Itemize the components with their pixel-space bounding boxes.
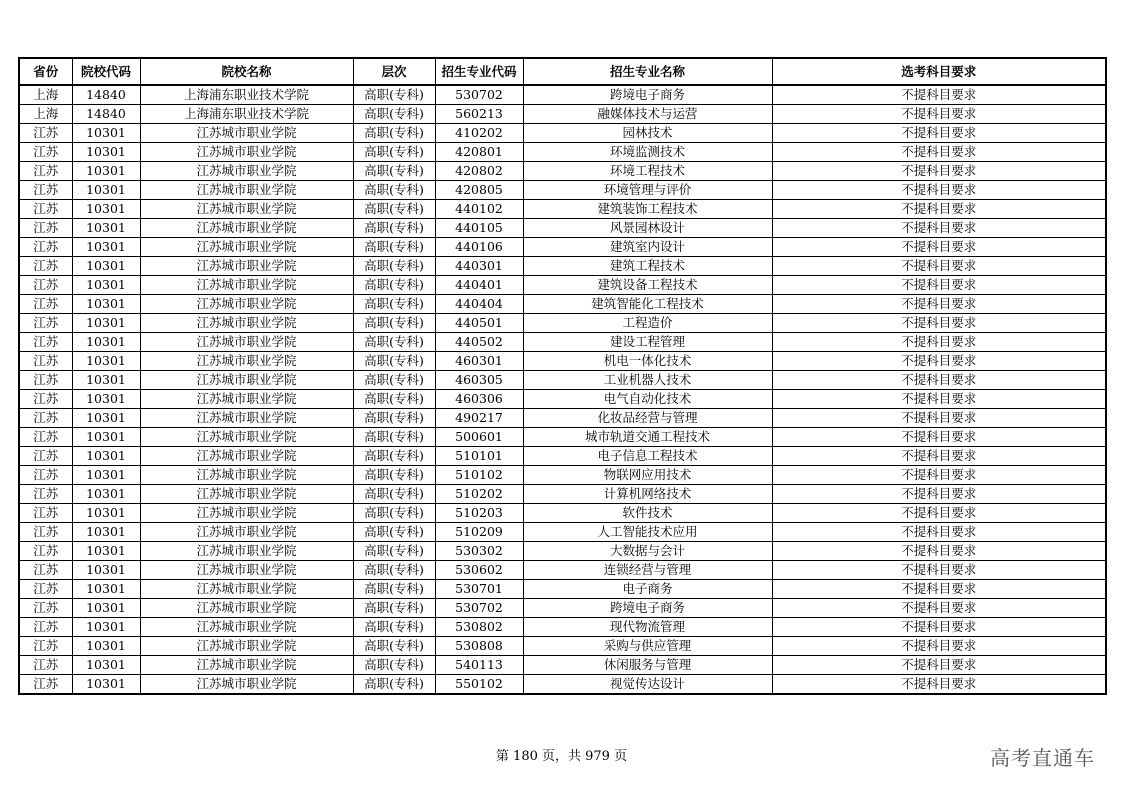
cell-school-code: 10301 [72,656,140,675]
table-row [19,618,1106,637]
cell-level: 高职(专科) [353,219,435,238]
cell-subject-requirement: 不提科目要求 [772,390,1106,409]
cell-school-code: 14840 [72,85,140,105]
cell-major-code: 510102 [435,466,523,485]
cell-subject-requirement: 不提科目要求 [772,143,1106,162]
cell-school-name: 江苏城市职业学院 [140,428,353,447]
cell-major-code: 490217 [435,409,523,428]
cell-major-name: 建筑智能化工程技术 [523,295,772,314]
cell-school-code: 10301 [72,276,140,295]
cell-school-name: 江苏城市职业学院 [140,181,353,200]
cell-province: 江苏 [19,162,72,181]
cell-province: 江苏 [19,371,72,390]
cell-major-name: 采购与供应管理 [523,637,772,656]
cell-major-name: 物联网应用技术 [523,466,772,485]
cell-major-name: 建设工程管理 [523,333,772,352]
cell-major-name: 风景园林设计 [523,219,772,238]
cell-school-name: 江苏城市职业学院 [140,124,353,143]
cell-major-name: 工程造价 [523,314,772,333]
cell-subject-requirement: 不提科目要求 [772,485,1106,504]
cell-major-code: 420802 [435,162,523,181]
cell-school-name: 江苏城市职业学院 [140,447,353,466]
table-row [19,390,1106,409]
cell-level: 高职(专科) [353,295,435,314]
header-school-name: 院校名称 [140,58,353,85]
cell-school-name: 江苏城市职业学院 [140,561,353,580]
cell-level: 高职(专科) [353,257,435,276]
cell-school-name: 江苏城市职业学院 [140,257,353,276]
cell-major-name: 计算机网络技术 [523,485,772,504]
cell-school-name: 江苏城市职业学院 [140,504,353,523]
cell-major-name: 园林技术 [523,124,772,143]
cell-province: 江苏 [19,618,72,637]
watermark-text: 高考直通车 [990,746,1095,770]
cell-major-name: 跨境电子商务 [523,599,772,618]
cell-school-name: 江苏城市职业学院 [140,295,353,314]
cell-province: 江苏 [19,580,72,599]
table-row [19,314,1106,333]
cell-school-name: 江苏城市职业学院 [140,219,353,238]
cell-subject-requirement: 不提科目要求 [772,542,1106,561]
cell-subject-requirement: 不提科目要求 [772,314,1106,333]
cell-province: 江苏 [19,314,72,333]
cell-level: 高职(专科) [353,485,435,504]
cell-major-code: 510209 [435,523,523,542]
cell-major-name: 电气自动化技术 [523,390,772,409]
table-row [19,656,1106,675]
cell-major-code: 510203 [435,504,523,523]
cell-major-name: 连锁经营与管理 [523,561,772,580]
cell-province: 江苏 [19,295,72,314]
cell-level: 高职(专科) [353,675,435,695]
cell-school-name: 江苏城市职业学院 [140,162,353,181]
cell-major-code: 440102 [435,200,523,219]
cell-major-code: 410202 [435,124,523,143]
table-row [19,333,1106,352]
cell-major-code: 460305 [435,371,523,390]
cell-subject-requirement: 不提科目要求 [772,162,1106,181]
cell-province: 江苏 [19,333,72,352]
cell-major-code: 530701 [435,580,523,599]
cell-province: 江苏 [19,637,72,656]
cell-school-code: 10301 [72,333,140,352]
table-row [19,485,1106,504]
cell-province: 江苏 [19,409,72,428]
cell-subject-requirement: 不提科目要求 [772,523,1106,542]
cell-school-code: 10301 [72,447,140,466]
table-row [19,466,1106,485]
page-number: 第 180 页，共 979 页 [495,749,628,764]
cell-major-name: 城市轨道交通工程技术 [523,428,772,447]
cell-level: 高职(专科) [353,409,435,428]
cell-level: 高职(专科) [353,656,435,675]
header-province: 省份 [19,58,72,85]
table-row [19,219,1106,238]
cell-subject-requirement: 不提科目要求 [772,105,1106,124]
cell-major-name: 休闲服务与管理 [523,656,772,675]
cell-province: 江苏 [19,219,72,238]
cell-school-code: 10301 [72,371,140,390]
cell-subject-requirement: 不提科目要求 [772,200,1106,219]
cell-school-name: 上海浦东职业技术学院 [140,105,353,124]
cell-school-code: 10301 [72,314,140,333]
cell-major-code: 440401 [435,276,523,295]
cell-school-name: 江苏城市职业学院 [140,523,353,542]
header-subject-requirement: 选考科目要求 [772,58,1106,85]
cell-major-code: 530808 [435,637,523,656]
cell-major-code: 510202 [435,485,523,504]
cell-subject-requirement: 不提科目要求 [772,656,1106,675]
cell-school-name: 江苏城市职业学院 [140,466,353,485]
cell-province: 江苏 [19,599,72,618]
cell-subject-requirement: 不提科目要求 [772,238,1106,257]
cell-major-code: 440502 [435,333,523,352]
cell-level: 高职(专科) [353,466,435,485]
table-row [19,105,1106,124]
cell-school-code: 10301 [72,238,140,257]
cell-major-code: 510101 [435,447,523,466]
cell-major-name: 化妆品经营与管理 [523,409,772,428]
cell-school-code: 10301 [72,124,140,143]
cell-province: 江苏 [19,561,72,580]
cell-subject-requirement: 不提科目要求 [772,675,1106,695]
cell-level: 高职(专科) [353,561,435,580]
table-row [19,181,1106,200]
cell-level: 高职(专科) [353,200,435,219]
cell-school-name: 江苏城市职业学院 [140,143,353,162]
cell-school-code: 10301 [72,181,140,200]
cell-level: 高职(专科) [353,371,435,390]
cell-school-code: 10301 [72,200,140,219]
cell-school-name: 江苏城市职业学院 [140,675,353,695]
cell-school-code: 10301 [72,390,140,409]
cell-province: 江苏 [19,485,72,504]
cell-major-name: 环境工程技术 [523,162,772,181]
table-row [19,542,1106,561]
cell-school-name: 江苏城市职业学院 [140,618,353,637]
cell-school-code: 10301 [72,485,140,504]
cell-school-name: 江苏城市职业学院 [140,333,353,352]
cell-level: 高职(专科) [353,333,435,352]
cell-major-name: 现代物流管理 [523,618,772,637]
table-row [19,637,1106,656]
cell-school-name: 江苏城市职业学院 [140,200,353,219]
cell-level: 高职(专科) [353,580,435,599]
cell-school-code: 10301 [72,143,140,162]
table-row [19,276,1106,295]
cell-school-code: 10301 [72,580,140,599]
table-row [19,124,1106,143]
header-major-code: 招生专业代码 [435,58,523,85]
cell-province: 江苏 [19,124,72,143]
table-row [19,295,1106,314]
cell-level: 高职(专科) [353,428,435,447]
cell-major-code: 540113 [435,656,523,675]
cell-level: 高职(专科) [353,390,435,409]
header-major-name: 招生专业名称 [523,58,772,85]
cell-province: 江苏 [19,428,72,447]
table-row [19,352,1106,371]
table-row [19,561,1106,580]
cell-major-code: 440501 [435,314,523,333]
cell-school-code: 10301 [72,675,140,695]
table-row [19,238,1106,257]
cell-school-name: 江苏城市职业学院 [140,637,353,656]
cell-province: 江苏 [19,675,72,695]
cell-school-name: 江苏城市职业学院 [140,314,353,333]
cell-subject-requirement: 不提科目要求 [772,466,1106,485]
cell-subject-requirement: 不提科目要求 [772,409,1106,428]
cell-school-name: 江苏城市职业学院 [140,390,353,409]
cell-level: 高职(专科) [353,314,435,333]
cell-school-code: 10301 [72,599,140,618]
cell-level: 高职(专科) [353,276,435,295]
cell-level: 高职(专科) [353,618,435,637]
table-row [19,599,1106,618]
cell-major-code: 530302 [435,542,523,561]
cell-school-code: 10301 [72,618,140,637]
cell-province: 江苏 [19,542,72,561]
table-row [19,580,1106,599]
cell-major-code: 440105 [435,219,523,238]
cell-subject-requirement: 不提科目要求 [772,618,1106,637]
cell-school-code: 10301 [72,352,140,371]
table-row [19,162,1106,181]
admission-table [18,57,1107,695]
cell-subject-requirement: 不提科目要求 [772,504,1106,523]
cell-school-name: 江苏城市职业学院 [140,599,353,618]
cell-major-code: 460301 [435,352,523,371]
cell-school-code: 10301 [72,637,140,656]
cell-subject-requirement: 不提科目要求 [772,371,1106,390]
cell-school-name: 江苏城市职业学院 [140,409,353,428]
cell-subject-requirement: 不提科目要求 [772,333,1106,352]
cell-school-name: 江苏城市职业学院 [140,656,353,675]
cell-subject-requirement: 不提科目要求 [772,124,1106,143]
table-row [19,371,1106,390]
cell-school-code: 10301 [72,504,140,523]
cell-subject-requirement: 不提科目要求 [772,428,1106,447]
cell-school-name: 江苏城市职业学院 [140,238,353,257]
cell-major-code: 460306 [435,390,523,409]
cell-major-code: 420805 [435,181,523,200]
cell-major-name: 工业机器人技术 [523,371,772,390]
table-row [19,200,1106,219]
cell-subject-requirement: 不提科目要求 [772,447,1106,466]
cell-school-code: 10301 [72,257,140,276]
cell-school-code: 10301 [72,295,140,314]
cell-level: 高职(专科) [353,352,435,371]
cell-subject-requirement: 不提科目要求 [772,257,1106,276]
cell-school-code: 10301 [72,162,140,181]
cell-school-code: 14840 [72,105,140,124]
cell-school-name: 江苏城市职业学院 [140,276,353,295]
table-row [19,85,1106,105]
cell-major-name: 电子商务 [523,580,772,599]
cell-province: 江苏 [19,257,72,276]
table-body [19,85,1106,694]
cell-level: 高职(专科) [353,599,435,618]
cell-major-name: 环境监测技术 [523,143,772,162]
table-row [19,409,1106,428]
cell-school-name: 江苏城市职业学院 [140,352,353,371]
cell-major-code: 530602 [435,561,523,580]
cell-major-code: 440404 [435,295,523,314]
cell-subject-requirement: 不提科目要求 [772,580,1106,599]
table-row [19,143,1106,162]
cell-school-code: 10301 [72,561,140,580]
cell-subject-requirement: 不提科目要求 [772,637,1106,656]
cell-major-code: 420801 [435,143,523,162]
cell-level: 高职(专科) [353,447,435,466]
cell-school-name: 江苏城市职业学院 [140,485,353,504]
cell-province: 江苏 [19,523,72,542]
cell-school-code: 10301 [72,523,140,542]
cell-major-code: 500601 [435,428,523,447]
cell-major-name: 软件技术 [523,504,772,523]
cell-school-code: 10301 [72,219,140,238]
table-row [19,257,1106,276]
cell-province: 江苏 [19,352,72,371]
cell-level: 高职(专科) [353,637,435,656]
table-row [19,523,1106,542]
cell-major-code: 440301 [435,257,523,276]
table-row [19,447,1106,466]
cell-subject-requirement: 不提科目要求 [772,599,1106,618]
cell-province: 上海 [19,105,72,124]
cell-subject-requirement: 不提科目要求 [772,219,1106,238]
cell-subject-requirement: 不提科目要求 [772,276,1106,295]
cell-level: 高职(专科) [353,504,435,523]
cell-subject-requirement: 不提科目要求 [772,295,1106,314]
cell-subject-requirement: 不提科目要求 [772,181,1106,200]
cell-level: 高职(专科) [353,542,435,561]
cell-school-code: 10301 [72,428,140,447]
cell-major-name: 融媒体技术与运营 [523,105,772,124]
cell-major-name: 机电一体化技术 [523,352,772,371]
cell-major-name: 人工智能技术应用 [523,523,772,542]
cell-level: 高职(专科) [353,143,435,162]
cell-school-name: 江苏城市职业学院 [140,580,353,599]
cell-province: 江苏 [19,276,72,295]
cell-subject-requirement: 不提科目要求 [772,85,1106,105]
cell-major-name: 建筑室内设计 [523,238,772,257]
table-row [19,504,1106,523]
cell-province: 江苏 [19,447,72,466]
cell-province: 江苏 [19,238,72,257]
cell-major-code: 530702 [435,85,523,105]
cell-level: 高职(专科) [353,124,435,143]
cell-major-name: 建筑设备工程技术 [523,276,772,295]
cell-major-name: 跨境电子商务 [523,85,772,105]
cell-province: 江苏 [19,200,72,219]
cell-major-name: 环境管理与评价 [523,181,772,200]
table-row [19,428,1106,447]
cell-level: 高职(专科) [353,181,435,200]
cell-province: 江苏 [19,466,72,485]
cell-level: 高职(专科) [353,238,435,257]
cell-school-code: 10301 [72,542,140,561]
cell-major-name: 大数据与会计 [523,542,772,561]
cell-province: 江苏 [19,143,72,162]
cell-province: 上海 [19,85,72,105]
table-row [19,675,1106,695]
cell-major-name: 视觉传达设计 [523,675,772,695]
cell-major-code: 530802 [435,618,523,637]
cell-province: 江苏 [19,390,72,409]
cell-major-code: 530702 [435,599,523,618]
cell-subject-requirement: 不提科目要求 [772,561,1106,580]
header-school-code: 院校代码 [72,58,140,85]
cell-school-name: 江苏城市职业学院 [140,542,353,561]
cell-major-code: 550102 [435,675,523,695]
cell-major-name: 建筑工程技术 [523,257,772,276]
cell-level: 高职(专科) [353,523,435,542]
cell-level: 高职(专科) [353,105,435,124]
table-header-row [19,58,1106,85]
cell-school-name: 江苏城市职业学院 [140,371,353,390]
header-level: 层次 [353,58,435,85]
cell-level: 高职(专科) [353,85,435,105]
cell-school-code: 10301 [72,409,140,428]
cell-major-name: 建筑装饰工程技术 [523,200,772,219]
cell-major-name: 电子信息工程技术 [523,447,772,466]
cell-subject-requirement: 不提科目要求 [772,352,1106,371]
cell-province: 江苏 [19,181,72,200]
cell-school-code: 10301 [72,466,140,485]
cell-school-name: 上海浦东职业技术学院 [140,85,353,105]
cell-major-code: 440106 [435,238,523,257]
cell-level: 高职(专科) [353,162,435,181]
cell-major-code: 560213 [435,105,523,124]
cell-province: 江苏 [19,504,72,523]
cell-province: 江苏 [19,656,72,675]
